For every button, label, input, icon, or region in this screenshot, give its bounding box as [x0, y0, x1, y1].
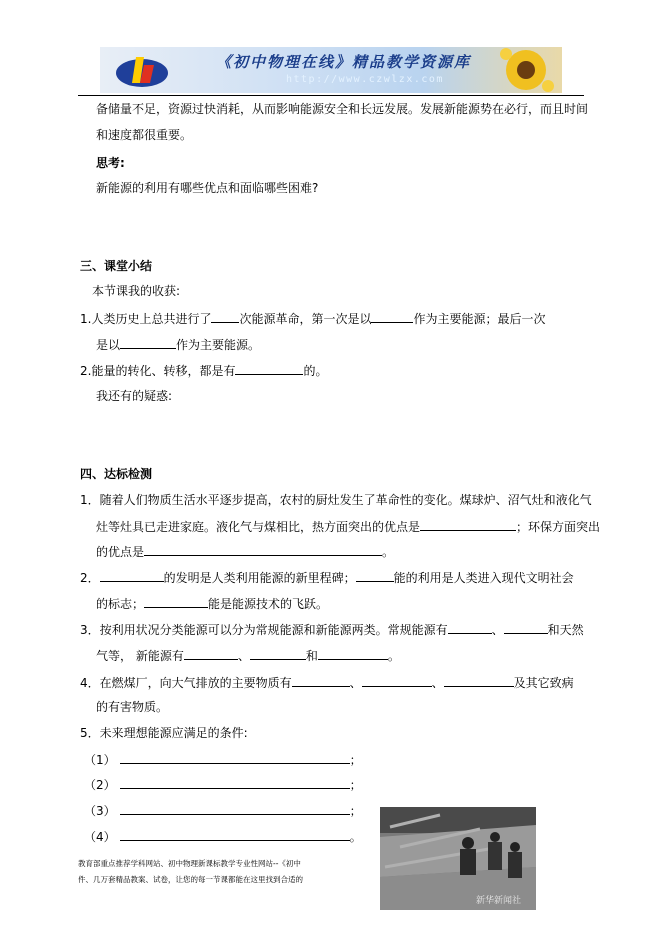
- section3-heading: 三、课堂小结: [80, 259, 153, 273]
- photo-image: [380, 807, 536, 910]
- answer-blank[interactable]: [184, 647, 238, 660]
- workers-photo: [380, 807, 536, 910]
- site-logo-icon: [114, 53, 170, 89]
- answer-blank[interactable]: [120, 828, 350, 841]
- answer-blank[interactable]: [144, 543, 382, 556]
- answer-blank[interactable]: [292, 674, 350, 687]
- q-text: 1.人类历史上总共进行了: [80, 312, 212, 326]
- q-text: 灶等灶具已走进家庭。液化气与煤相比，热方面突出的优点是: [96, 520, 421, 534]
- section3-gain: 本节课我的收获:: [92, 284, 181, 298]
- section3-q2: [80, 362, 327, 379]
- q-text: （3）: [84, 804, 116, 818]
- answer-blank[interactable]: [444, 674, 514, 687]
- q-text: 作为主要能源。: [176, 338, 261, 352]
- footer-line-1-text: 教育部重点推荐学科网站、初中物理新课标教学专业性网站--《初中: [78, 859, 301, 868]
- q-text: ；: [349, 778, 362, 792]
- q-text: 的优点是: [96, 545, 145, 559]
- answer-blank[interactable]: [211, 310, 239, 323]
- section3-q1-line1: [80, 310, 545, 327]
- s4-q1-line2: [96, 518, 600, 535]
- q-text: 2.能量的转化、转移，都是有: [80, 364, 236, 378]
- q-text: 气等， 新能源有: [96, 649, 184, 663]
- sunflower-icon: [496, 48, 556, 92]
- q-text: 4．在燃煤厂，向大气排放的主要物质有: [80, 676, 292, 690]
- q-text: 能的利用是人类进入现代文明社会: [393, 571, 574, 585]
- header-banner: [100, 47, 562, 93]
- answer-blank[interactable]: [356, 569, 394, 582]
- s4-q5: 5．未来理想能源应满足的条件:: [80, 726, 248, 740]
- photo-caption: 新华新闻社: [476, 896, 522, 906]
- q-text: （4）: [84, 830, 116, 844]
- q-text: 作为主要能源；最后一次: [413, 312, 546, 326]
- q-text: 、: [431, 676, 444, 690]
- think-label: 思考:: [96, 156, 125, 170]
- answer-blank[interactable]: [120, 802, 350, 815]
- q-text: 的发明是人类利用能源的新里程碑；: [163, 571, 356, 585]
- answer-blank[interactable]: [144, 595, 208, 608]
- answer-blank[interactable]: [318, 647, 388, 660]
- q-text: 的。: [303, 364, 328, 378]
- q-text: ；: [349, 804, 362, 818]
- q-text: 、: [349, 676, 362, 690]
- q-text: 。: [349, 830, 362, 844]
- q-text: 和: [305, 649, 318, 663]
- q-text: 。: [387, 649, 400, 663]
- answer-blank[interactable]: [504, 621, 548, 634]
- s4-q4-line1: [80, 674, 574, 691]
- answer-blank[interactable]: [120, 336, 176, 349]
- condition-2: [84, 776, 362, 793]
- answer-blank[interactable]: [448, 621, 492, 634]
- q-text: 是以: [96, 338, 121, 352]
- answer-blank[interactable]: [100, 569, 164, 582]
- condition-4: [84, 828, 362, 845]
- q-text: ；: [349, 753, 362, 767]
- q-text: 的标志；: [96, 597, 145, 611]
- q-text: 、: [491, 623, 504, 637]
- condition-3: [84, 802, 362, 819]
- s4-q3-line2: [96, 647, 400, 664]
- footer-line-2: 件、几万套精品教案、试卷，让您的每一节课都能在这里找到合适的: [78, 875, 303, 884]
- answer-blank[interactable]: [362, 674, 432, 687]
- q-text: 及其它致病: [513, 676, 574, 690]
- q-text: 2．: [80, 571, 100, 585]
- q-text: 、: [237, 649, 250, 663]
- answer-blank[interactable]: [250, 647, 306, 660]
- q-text: （1）: [84, 753, 116, 767]
- q-text: 能是能源技术的飞跃。: [208, 597, 329, 611]
- s4-q1-line1: 1．随着人们物质生活水平逐步提高，农村的厨灶发生了革命性的变化。煤球炉、沼气灶和液化气: [80, 493, 592, 507]
- s4-q2-line2: [96, 595, 328, 612]
- answer-blank[interactable]: [235, 362, 303, 375]
- banner-url[interactable]: http://www.czwlzx.com: [286, 74, 444, 85]
- s4-q2-line1: [80, 569, 574, 586]
- intro-line-2: 和速度都很重要。: [96, 128, 193, 142]
- answer-blank[interactable]: [120, 776, 350, 789]
- section3-doubt: 我还有的疑惑:: [96, 389, 173, 403]
- s4-q4-line2: 的有害物质。: [96, 700, 169, 714]
- s4-q1-line3: [96, 543, 394, 560]
- section3-q1-line2: [96, 336, 260, 353]
- condition-1: [84, 751, 362, 768]
- answer-blank[interactable]: [371, 310, 413, 323]
- answer-blank[interactable]: [420, 518, 516, 531]
- q-text: 和天然: [547, 623, 584, 637]
- answer-blank[interactable]: [120, 751, 350, 764]
- q-text: 3．按利用状况分类能源可以分为常规能源和新能源两类。常规能源有: [80, 623, 448, 637]
- intro-line-1: 备储量不足，资源过快消耗，从而影响能源安全和长远发展。发展新能源势在必行，而且时间: [96, 102, 589, 116]
- s4-q3-line1: [80, 621, 584, 638]
- header-rule: [78, 95, 584, 96]
- q-text: 。: [382, 545, 395, 559]
- banner-title: 《初中物理在线》精品教学资源库: [216, 53, 472, 71]
- q-text: ；环保方面突出: [516, 520, 601, 534]
- think-question: 新能源的利用有哪些优点和面临哪些困难?: [96, 181, 319, 195]
- q-text: 次能源革命，第一次是以: [239, 312, 372, 326]
- section4-heading: 四、达标检测: [80, 467, 153, 481]
- q-text: （2）: [84, 778, 116, 792]
